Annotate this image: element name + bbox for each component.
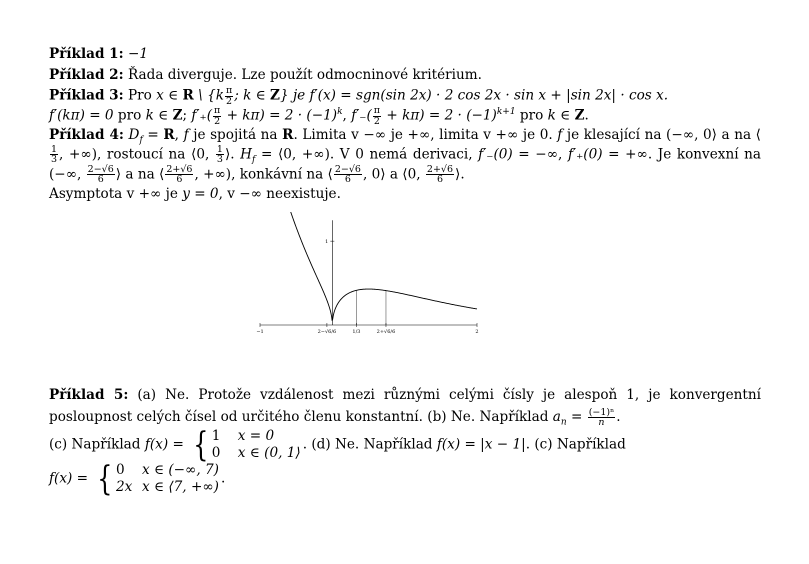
value: 0 [115,462,125,478]
denominator: 2 [373,115,380,127]
fraction [87,165,115,185]
fraction [216,145,224,165]
text: = ⟨0, +∞). V 0 nemá derivaci, [255,146,479,163]
denominator: 6 [176,174,183,186]
fraction [165,165,193,185]
condition: x = 0 [237,428,275,444]
integers-symbol: Z [270,87,280,104]
numerator: 2+√6 [166,163,193,175]
fraction [225,86,233,106]
math: f(x) = [144,436,189,453]
graph-ticks [256,239,478,335]
math: \ {k [193,87,224,104]
math: f′₊(0) = +∞ [567,146,648,163]
text: ⟩ a na ⟨ [115,166,165,183]
denominator: 2 [214,115,221,127]
text: , +∞), rostoucí na ⟨0, [59,146,215,163]
example-4 [49,126,761,203]
text: . (d) Ne. Například [302,436,437,453]
piecewise-definition [94,459,219,499]
text: . (c) Například [525,436,626,453]
text: , [342,107,352,124]
x-tick-label: 1/3 [352,329,361,335]
math: f [183,127,189,143]
text: (a) Ne. Protože vzdálenost mezi různými celými čísly je alespoň 1, je konvergentní posloupnost celých čísel od určitého členu konstantní. (b) Ne. Například [49,387,761,425]
example-4-label: Příklad 4: [49,127,124,143]
integers-symbol: Z [574,107,585,124]
text: (c) Například [49,436,145,453]
text: . Limita v −∞ je +∞, limita v +∞ je 0. [293,127,558,143]
exponent: k [337,106,343,117]
numerator: 1 [51,143,58,155]
numerator: π [225,85,233,96]
value: 0 [211,445,221,461]
text: pro [113,107,146,124]
math: f(x) = [49,470,93,487]
function-curve [290,212,477,321]
text: je klesající na (−∞, 0⟩ a na ⟨ [562,127,761,143]
fraction [588,408,616,428]
text: ⟩. [455,166,465,183]
example-1-answer: −1 [127,46,149,62]
subscript: n [560,417,567,428]
example-1 [49,45,761,64]
text: . [584,107,589,124]
x-tick-label: 2+√6/6 [376,329,396,335]
exponent: k+1 [496,106,516,117]
example-2-answer: Řada diverguje. Lze použít odmocninové kritérium. [127,67,482,83]
example-2 [49,66,761,85]
brace: { [97,459,113,499]
math: f′₊( [191,107,213,124]
example-5 [49,384,761,499]
subscript: f [252,154,256,165]
numerator: π [373,105,381,116]
text: = [566,409,587,425]
math: k ∈ [145,107,173,124]
reals-symbol: R [282,127,294,143]
piecewise-row [212,428,301,445]
derivative-formula: f′(x) = sgn(sin 2x) · 2 cos 2x · sin x + |sin 2x| · cos x. [309,87,669,104]
fraction [334,165,362,185]
math: + kπ) = 2 · (−1) [222,107,338,124]
numerator: 1 [216,143,223,155]
fraction [50,145,58,165]
math: a [552,409,561,425]
piecewise-row [212,445,301,462]
math: k ∈ [547,107,575,124]
text: , [174,127,184,143]
reals-symbol: R [163,127,175,143]
value: 1 [211,428,221,444]
math: f′(kπ) = 0 [49,107,114,124]
math: ; k ∈ [234,87,271,104]
math: x ∈ [156,87,183,104]
denominator: 2 [226,95,233,107]
denominator: 3 [216,154,223,166]
text: , 0⟩ a ⟨0, [362,166,425,183]
example-2-label: Příklad 2: [49,67,124,83]
text: . Je konvexní na (−∞, [49,146,762,183]
math: D [128,127,140,143]
text: pro [515,107,548,124]
math: y = 0 [182,185,219,202]
reals-symbol: R [182,87,194,104]
denominator: 6 [97,174,104,186]
text: . [616,409,621,425]
integers-symbol: Z [172,107,183,124]
math: + kπ) = 2 · (−1) [382,107,497,124]
text: , [558,146,568,163]
denominator: 6 [344,174,351,186]
text: Pro [127,87,152,104]
denominator: 3 [51,154,58,166]
text: = [142,127,164,143]
denominator: n [598,417,605,428]
numerator: 2−√6 [334,163,361,175]
numerator: π [214,105,221,116]
math: f′₋( [351,107,372,124]
piecewise-row [116,479,219,496]
math: f(x) = |x − 1| [436,436,526,453]
brace: { [193,425,209,465]
x-tick-label: 2−√6/6 [317,329,337,335]
text: . [220,470,226,487]
text: ; [182,107,192,124]
y-tick-label: 1 [325,239,329,246]
text: , +∞), konkávní na ⟨ [194,166,333,183]
function-graph [252,212,482,342]
example-1-label: Příklad 1: [49,46,124,62]
numerator: 2+√6 [426,163,454,175]
x-tick-label: 2 [475,329,479,335]
denominator: 6 [436,174,443,186]
piecewise-definition [190,425,301,465]
piecewise-rows [116,462,219,496]
condition: x ∈ ⟨7, +∞) [141,479,219,495]
example-5-label: Příklad 5: [49,387,129,403]
text: Asymptota v +∞ je [49,185,183,202]
math: f′₋(0) = −∞ [478,146,559,163]
example-3-label: Příklad 3: [49,87,124,104]
graph-axes [260,220,477,325]
subscript: f [139,135,143,146]
piecewise-rows [212,428,301,462]
condition: x ∈ (−∞, 7) [141,462,219,478]
text: , v −∞ neexistuje. [218,185,341,202]
x-tick-label: −1 [256,329,264,335]
fraction [373,106,381,126]
condition: x ∈ (0, 1⟩ [237,445,301,461]
numerator: (−1)ⁿ [588,406,615,418]
math: f [557,127,563,143]
value: 2x [115,479,133,495]
fraction [426,165,454,185]
text: je spojitá na [188,127,283,143]
fraction [213,106,221,126]
math: } je [279,87,310,104]
example-3 [49,86,761,126]
numerator: 2−√6 [87,163,114,175]
text: ⟩. [224,146,241,163]
math: H [240,146,253,163]
